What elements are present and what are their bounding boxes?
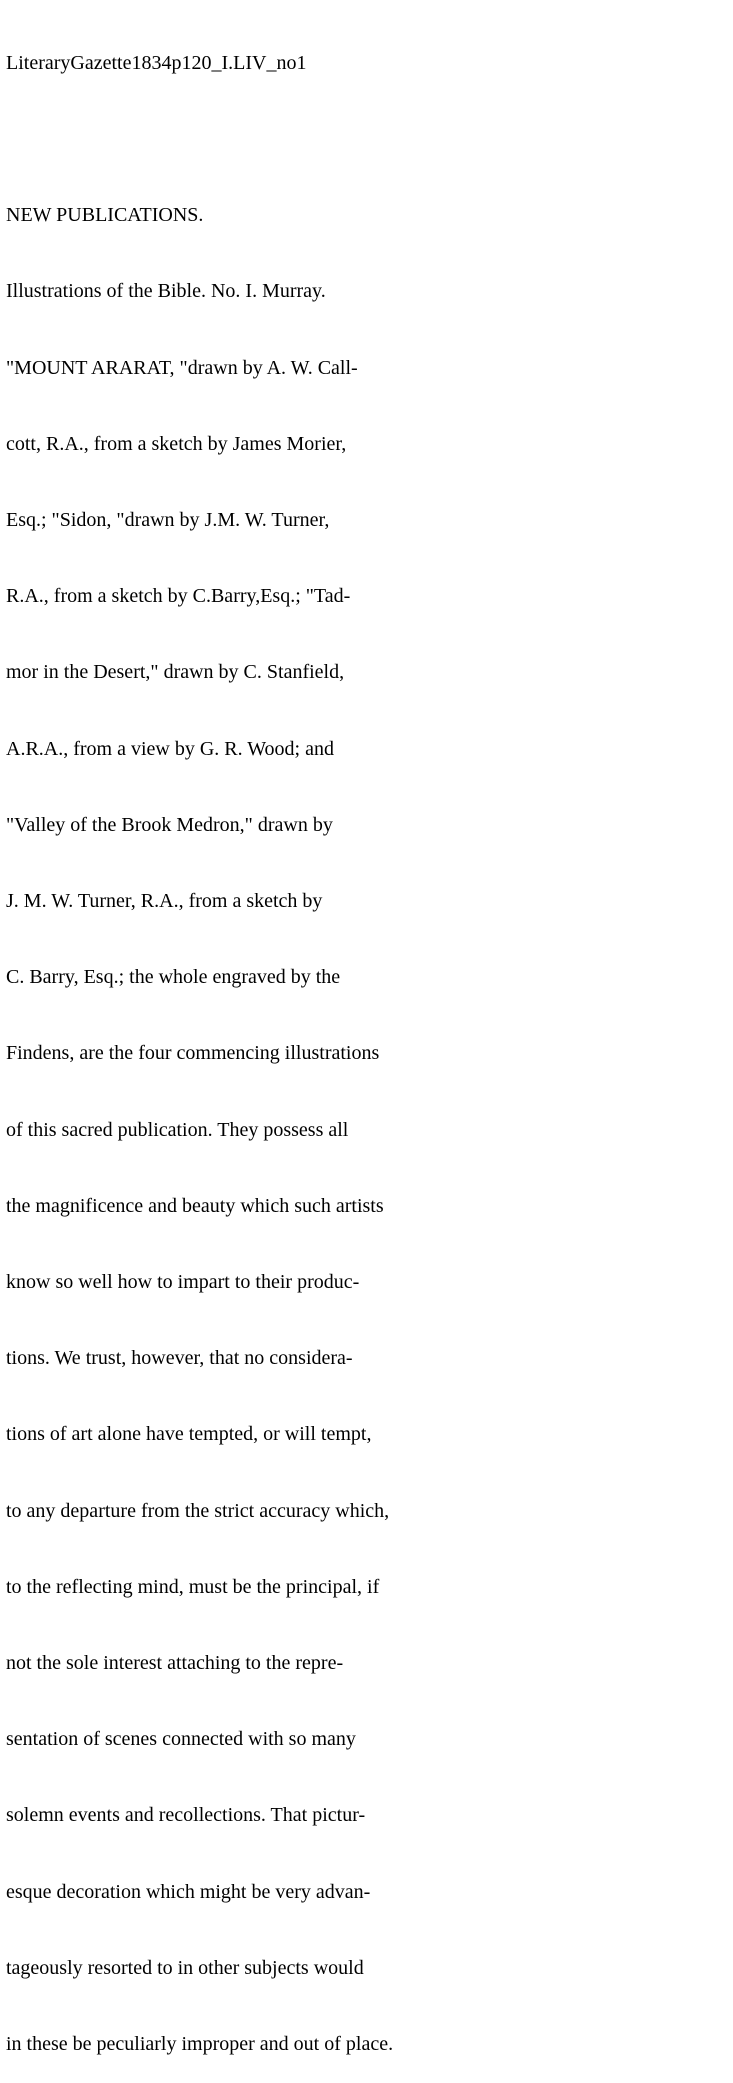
text-line: "Valley of the Brook Medron," drawn by <box>6 813 333 836</box>
blank-line <box>6 127 726 152</box>
text-line: to the reflecting mind, must be the principal, if <box>6 1575 380 1598</box>
text-line: R.A., from a sketch by C.Barry,Esq.; "Tad- <box>6 585 351 608</box>
text-line: in these be peculiarly improper and out of place. <box>6 2033 394 2056</box>
text-line: tions. We trust, however, that no considera- <box>6 1347 353 1370</box>
text-line: C. Barry, Esq.; the whole engraved by the <box>6 966 341 989</box>
text-line: "MOUNT ARARAT, "drawn by A. W. Call- <box>6 356 358 379</box>
text-line: solemn events and recollections. That pictur- <box>6 1804 366 1827</box>
text-line: J. M. W. Turner, R.A., from a sketch by <box>6 890 323 913</box>
text-line: A.R.A., from a view by G. R. Wood; and <box>6 737 334 760</box>
text-line: mor in the Desert," drawn by C. Stanfield, <box>6 661 345 684</box>
text-line: tageously resorted to in other subjects would <box>6 1956 364 1979</box>
document-file-id: LiteraryGazette1834p120_I.LIV_no1 <box>6 51 307 74</box>
text-line: cott, R.A., from a sketch by James Morier, <box>6 432 347 455</box>
text-line: to any departure from the strict accuracy which, <box>6 1499 390 1522</box>
document-body <box>6 0 726 2083</box>
text-line: esque decoration which might be very advan- <box>6 1880 371 1903</box>
text-line: sentation of scenes connected with so many <box>6 1728 356 1751</box>
text-line: Illustrations of the Bible. No. I. Murray. <box>6 280 326 303</box>
text-line: know so well how to impart to their produc- <box>6 1271 360 1294</box>
text-line: tions of art alone have tempted, or will tempt, <box>6 1423 372 1446</box>
text-line: Esq.; "Sidon, "drawn by J.M. W. Turner, <box>6 509 330 532</box>
text-line: of this sacred publication. They possess all <box>6 1118 349 1141</box>
text-line: the magnificence and beauty which such artists <box>6 1194 384 1217</box>
text-line: Findens, are the four commencing illustrations <box>6 1042 380 1065</box>
text-line: not the sole interest attaching to the repre- <box>6 1652 344 1675</box>
section-heading: NEW PUBLICATIONS. <box>6 204 204 227</box>
